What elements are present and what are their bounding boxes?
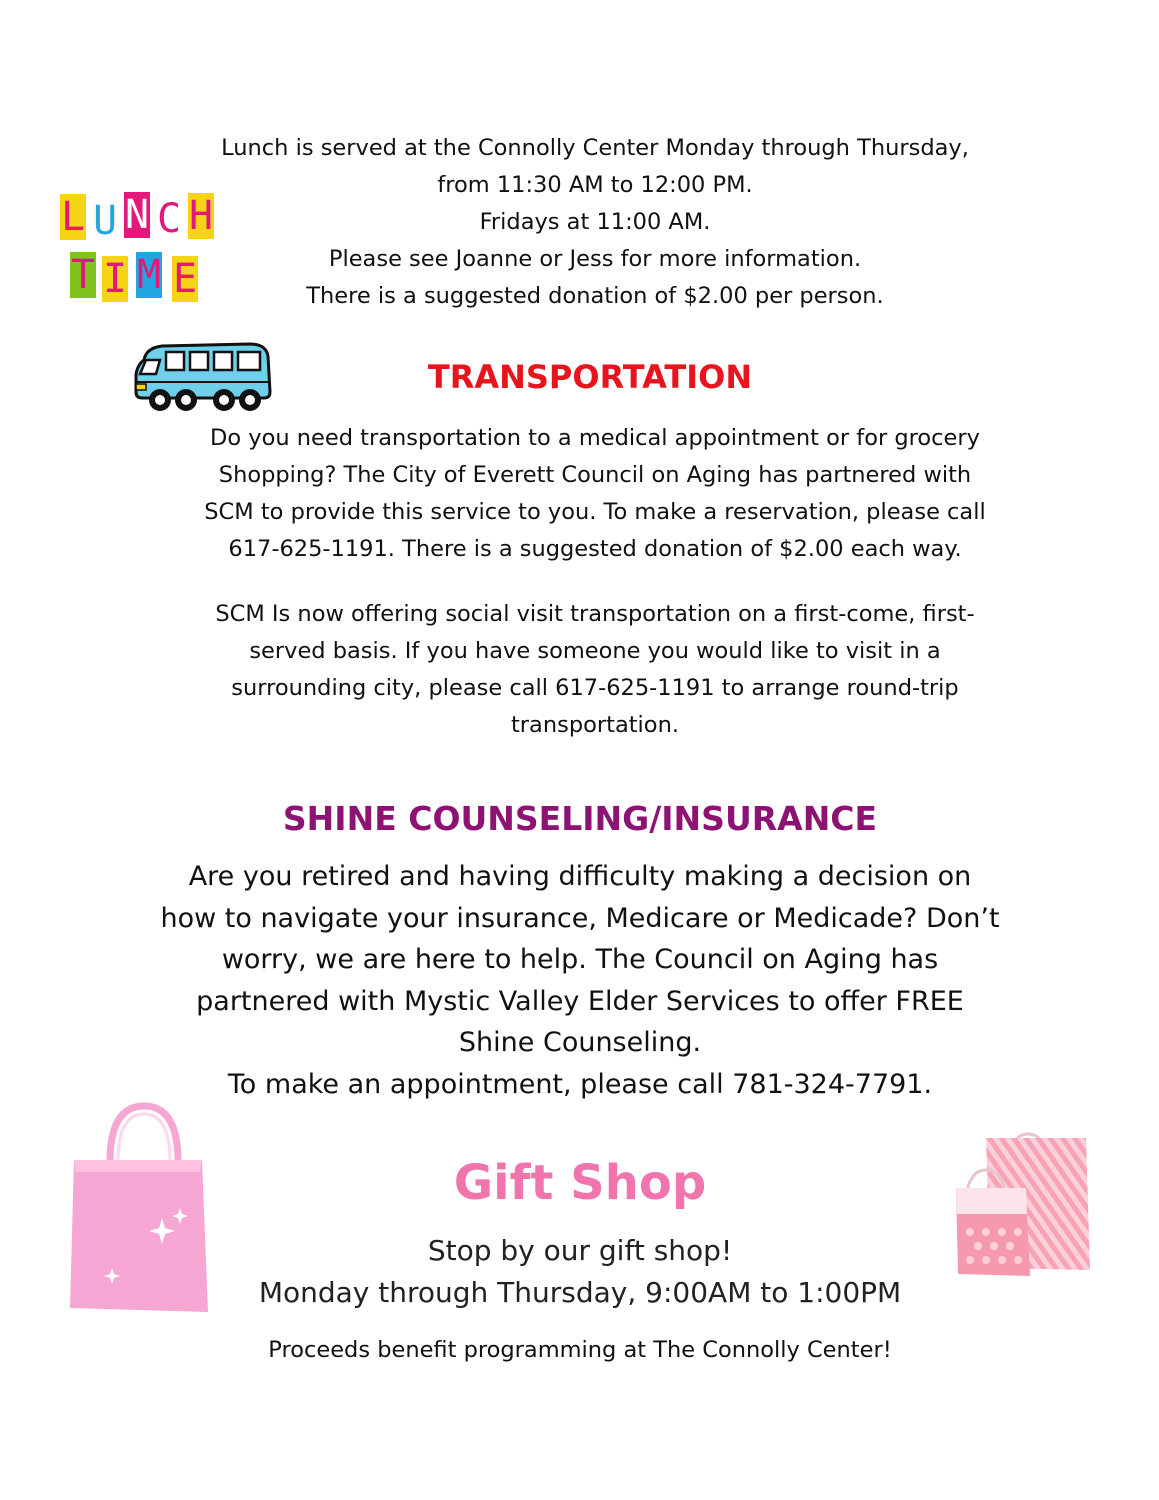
- gift-shop-proceeds: Proceeds benefit programming at The Connolly Center!: [268, 1337, 892, 1363]
- lunch-line: Lunch is served at the Connolly Center Monday through Thursday,: [221, 135, 969, 161]
- transportation-line: 617-625-1191. There is a suggested donation of $2.00 each way.: [228, 536, 962, 562]
- shine-line: To make an appointment, please call 781-324-7791.: [227, 1068, 933, 1100]
- lunch-line: from 11:30 AM to 12:00 PM.: [437, 172, 753, 198]
- shine-line: Shine Counseling.: [458, 1027, 702, 1058]
- transportation-line: SCM to provide this service to you. To make a reservation, please call: [204, 499, 986, 525]
- van-icon: [132, 340, 274, 415]
- social-visit-line: SCM Is now offering social visit transportation on a first-come, first-: [215, 601, 975, 627]
- gift-shop-line: Monday through Thursday, 9:00AM to 1:00PM: [258, 1276, 902, 1309]
- lunch-info: [150, 130, 1040, 315]
- shine-line: Are you retired and having difficulty making a decision on: [188, 861, 972, 892]
- logo-letter: T: [70, 252, 96, 298]
- shine-heading: SHINE COUNSELING/INSURANCE: [282, 799, 878, 838]
- logo-letter: I: [102, 256, 128, 302]
- logo-letter: H: [188, 193, 214, 239]
- logo-letter: L: [60, 194, 86, 240]
- lunch-line: There is a suggested donation of $2.00 per person.: [306, 283, 884, 309]
- social-visit-line: served basis. If you have someone you would like to visit in a: [249, 638, 941, 664]
- shine-paragraph: [90, 856, 1070, 1105]
- lunch-line: Please see Joanne or Jess for more information.: [328, 246, 862, 272]
- transportation-line: Do you need transportation to a medical appointment or for grocery: [210, 425, 980, 451]
- social-visit-line: surrounding city, please call 617-625-1191 to arrange round-trip: [231, 675, 959, 701]
- shine-line: worry, we are here to help. The Council on Aging has: [221, 944, 939, 975]
- gift-shop-heading: Gift Shop: [453, 1155, 707, 1211]
- shine-line: partnered with Mystic Valley Elder Services to offer FREE: [196, 985, 964, 1017]
- social-visit-paragraph: [120, 596, 1070, 744]
- gift-shop-line: Stop by our gift shop!: [427, 1234, 733, 1267]
- logo-letter: C: [156, 196, 182, 242]
- logo-letter: U: [92, 198, 118, 244]
- transportation-heading: TRANSPORTATION: [427, 358, 753, 396]
- shine-line: how to navigate your insurance, Medicare or Medicade? Don’t: [160, 902, 1000, 934]
- gift-shop-info: [180, 1230, 980, 1314]
- social-visit-line: transportation.: [510, 712, 679, 738]
- lunch-line: Fridays at 11:00 AM.: [479, 209, 711, 235]
- transportation-line: Shopping? The City of Everett Council on Aging has partnered with: [218, 462, 972, 488]
- transportation-paragraph: [120, 420, 1070, 568]
- logo-letter: E: [172, 256, 198, 302]
- logo-letter: N: [124, 192, 150, 238]
- logo-letter: M: [136, 252, 162, 298]
